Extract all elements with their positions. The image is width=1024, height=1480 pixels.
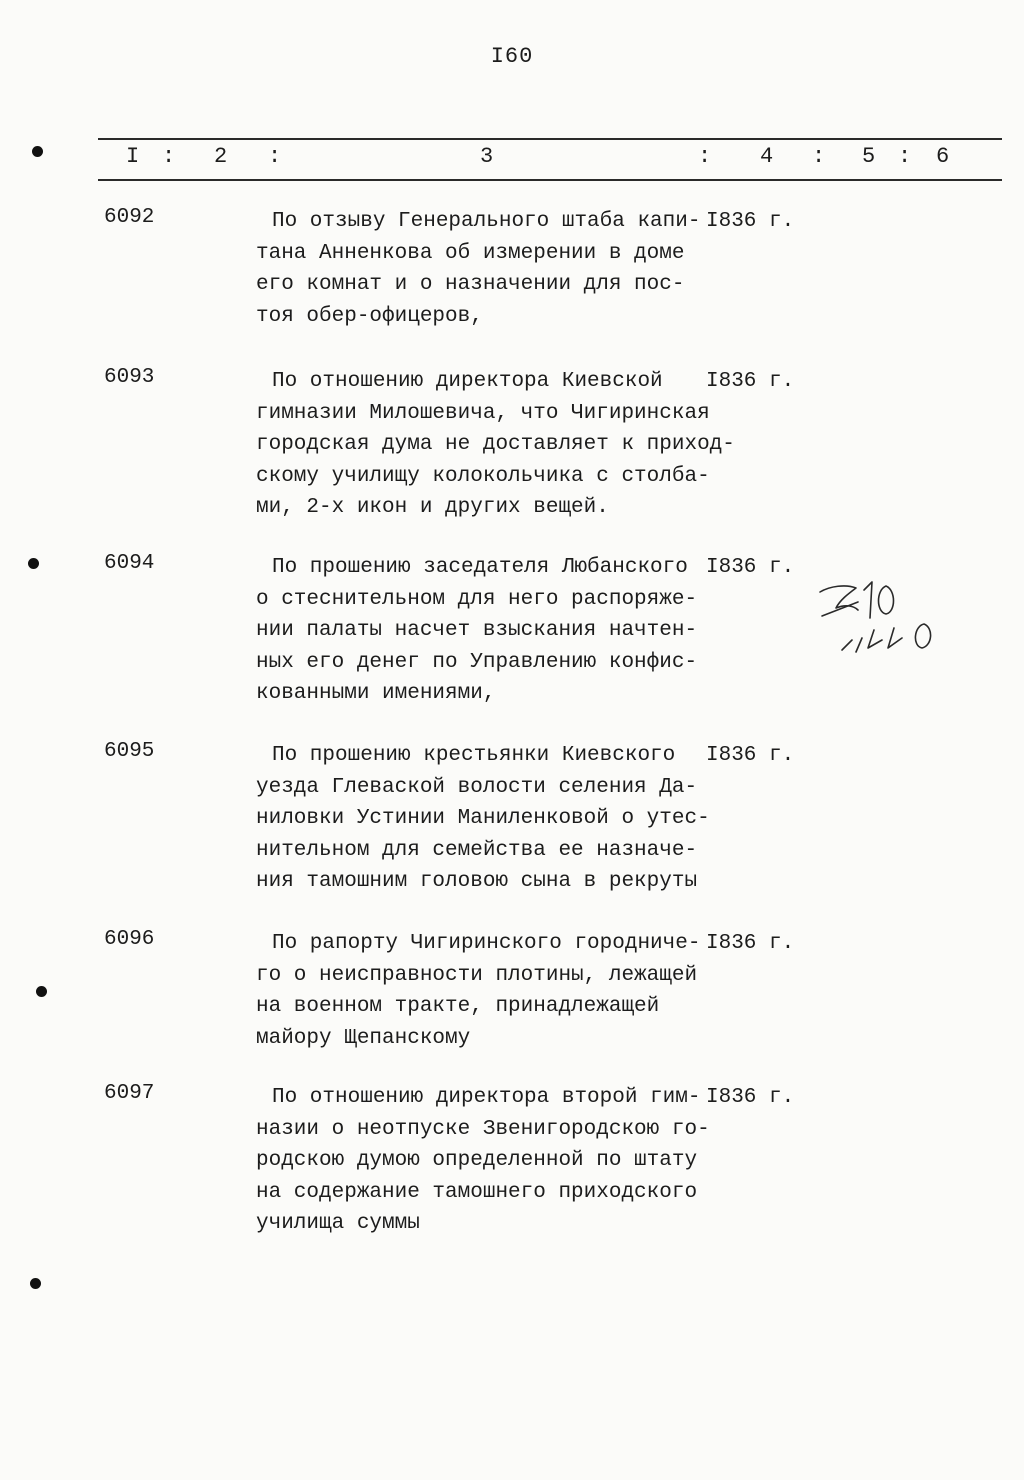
record-line: родскою думою определенной по штату [256,1149,698,1172]
record-line: училища суммы [256,1212,420,1235]
column-header-4: 4 [760,144,774,169]
record-number: 6092 [104,206,155,229]
column-header-6: 6 [936,144,950,169]
record-number: 6096 [104,928,155,951]
record-number: 6093 [104,366,155,389]
record-line: уезда Глеваской волости селения Да- [256,775,698,799]
record-line: ния тамошним головою сына в рекруты [256,870,698,893]
record-line: ных его денег по Управлению конфис- [256,650,698,674]
record-number: 6095 [104,740,155,763]
record-line: скому училищу колокольчика с столба- [256,464,710,488]
column-header-1: I [126,144,140,169]
table-header-top-rule [98,138,1002,140]
record-line: городская дума не доставляет к приход- [256,433,735,456]
record-description [256,928,726,1054]
record-line: ниловки Устинии Маниленковой о утес- [256,807,710,830]
table-header-bottom-rule [98,179,1002,181]
record-line: По прошению крестьянки Киевского [272,744,676,767]
column-separator: : [898,144,912,169]
record-description [256,1082,726,1240]
column-separator: : [268,144,282,169]
record-line: По прошению заседателя Любанского [272,556,688,579]
record-description [256,740,726,898]
record-line: тана Анненкова об измерении в доме [256,241,685,265]
record-line: о стеснительном для него распоряже- [256,587,698,611]
punch-hole [30,1278,41,1289]
column-header-5: 5 [862,144,876,169]
punch-hole [28,558,39,569]
record-line: гимназии Милошевича, что Чигиринская [256,401,710,425]
record-line: По рапорту Чигиринского городниче- [272,932,701,955]
record-year: I836 г. [706,210,795,233]
record-line: нии палаты насчет взыскания начтен- [256,619,698,642]
record-line: По отношению директора второй гим- [272,1086,701,1109]
record-line: на содержание тамошнего приходского [256,1180,698,1204]
record-year: I836 г. [706,932,795,955]
record-line: По отзыву Генерального штаба капи- [272,210,701,233]
record-year: I836 г. [706,1086,795,1109]
record-year: I836 г. [706,556,795,579]
record-line: нительном для семейства ее назначе- [256,838,698,862]
record-year: I836 г. [706,370,795,393]
record-line: на военном тракте, принадлежащей [256,995,660,1018]
record-line: тоя обер-офицеров, [256,304,483,328]
punch-hole [32,146,43,157]
record-year: I836 г. [706,744,795,767]
record-number: 6094 [104,552,155,575]
record-number: 6097 [104,1082,155,1105]
record-line: ми, 2-х икон и других вещей. [256,496,609,519]
page-number: I60 [490,44,534,69]
record-description [256,366,735,524]
record-description [256,206,726,332]
column-separator: : [698,144,712,169]
column-header-3: 3 [480,144,494,169]
record-description [256,552,726,710]
record-line: его комнат и о назначении для пос- [256,273,685,296]
handwritten-note-icon [812,578,962,668]
record-line: кованными имениями, [256,682,496,705]
record-line: го о неисправности плотины, лежащей [256,963,698,987]
column-separator: : [812,144,826,169]
record-line: майору Щепанскому [256,1026,471,1050]
punch-hole [36,986,47,997]
column-separator: : [162,144,176,169]
record-line: назии о неотпуске Звенигородскою го- [256,1117,710,1141]
record-line: По отношению директора Киевской [272,370,663,393]
column-header-2: 2 [214,144,228,169]
